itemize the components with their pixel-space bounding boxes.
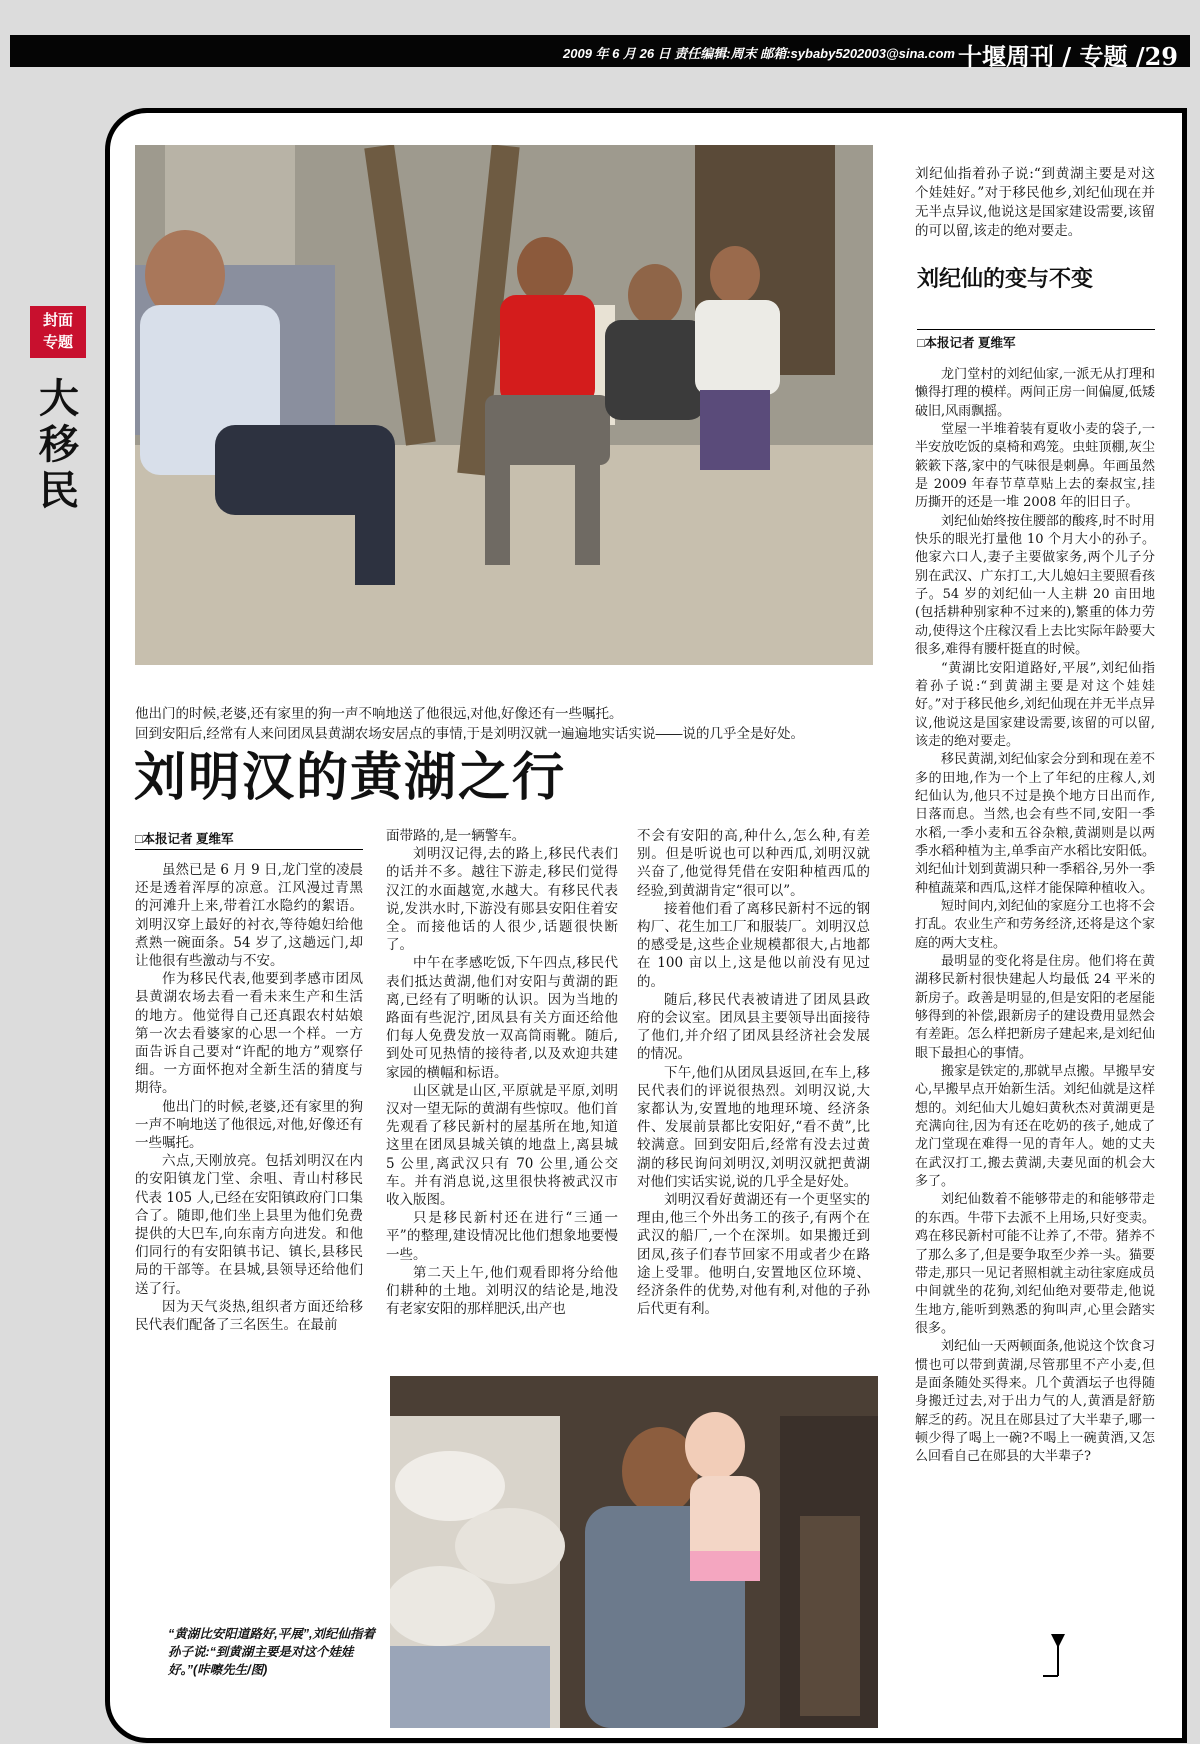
paragraph: 随后,移民代表被请进了团凤县政府的会议室。团凤县主要领导出面接待了他们,并介绍了团凤县经济社会发展的情况。 (637, 991, 870, 1063)
interview-photo (135, 145, 873, 665)
header-brand: 十堰周刊 / 专题 /29 (958, 42, 1178, 71)
pullquote: 刘纪仙指着孙子说:“到黄湖主要是对这个娃娃好。”对于移民他乡,刘纪仙现在并无半点异议,他说这是国家建设需要,该留的可以留,该走的绝对要走。 (915, 166, 1155, 239)
paragraph: 刘纪仙数着不能够带走的和能够带走的东西。牛带下去派不上用场,只好变卖。鸡在移民新村可能不让养了,不带。猪养不了那么多了,但是要争取至少养一头。猫要带走,那只一见记者照相就主动往家庭成员中间就坐的花狗,刘纪仙绝对要带走,他说生地方,能听到熟悉的狗叫声,心里会踏实很多。 (915, 1192, 1155, 1336)
header-info: 2009 年 6 月 26 日 责任编辑:周末 邮箱:sybaby5202003@sina.com (563, 46, 955, 61)
paragraph: 作为移民代表,他要到孝感市团凤县黄湖农场去看一看未来生产和生活的地方。他觉得自己还真跟农村姑娘第一次去看婆家的心思一个样。一方面告诉自己要对“许配的地方”观察仔细。一方面怀抱对全新生活的猜度与期待。 (135, 971, 363, 1097)
top-header-bar (10, 35, 1190, 71)
paragraph: 堂屋一半堆着装有夏收小麦的袋子,一半安放吃饭的桌椅和鸡笼。虫蛀顶棚,灰尘簌簌下落,家中的气味很是刺鼻。年画虽然是 2009 年春节草草贴上去的秦叔宝,挂历撕开的还是一堆 2008 年的旧日子。 (915, 422, 1155, 511)
interview-photo-illustration (135, 145, 873, 665)
paragraph: 最明显的变化将是住房。他们将在黄湖移民新村很快建起人均最低 24 平米的新房子。政善是明显的,但是安阳的老屋能够得到的补偿,跟新房子的建设费用显然会有差距。怎么样把新房子建起来,是刘纪仙眼下最担心的事情。 (915, 954, 1155, 1061)
paragraph: “黄湖比安阳道路好,平展”,刘纪仙指着孙子说:“到黄湖主要是对这个娃娃好。”对于移民他乡,刘纪仙现在并无半点异议,他说这是国家建设需要,该留的可以留,该走的绝对要走。 (915, 660, 1155, 749)
paragraph: 刘明汉看好黄湖还有一个更坚实的理由,他三个外出务工的孩子,有两个在武汉的船厂,一个在深圳。如果搬迁到团凤,孩子们春节回家不用或者少在路途上受罪。他明白,安置地区位环境、经济条件的优势,对他有利,对他的子孙后代更有利。 (637, 1192, 870, 1318)
paragraph: 第二天上午,他们观看即将分给他们耕种的土地。刘明汉的结论是,地没有老家安阳的那样肥沃,出产也 (386, 1264, 618, 1318)
photo2-caption: “黄湖比安阳道路好,平展”,刘纪仙指着孙子说:“到黄湖主要是对这个娃娃好。”(咔嚓先生/图) (168, 1627, 375, 1677)
continuation-arrow-icon (1043, 1634, 1073, 1692)
paragraph: 下午,他们从团凤县返回,在车上,移民代表们的评说很热烈。刘明汉说,大家都认为,安置地的地理环境、经济条件、发展前景都比安阳好,“看不黄”,比较满意。回到安阳后,经常有没去过黄湖的移民询问刘明汉,刘明汉就把黄湖对他们实话实说,说的几乎全是好处。 (637, 1064, 870, 1190)
paragraph: 因为天气炎热,组织者方面还给移民代表们配备了三名医生。在最前 (135, 1298, 363, 1334)
paragraph: 刘明汉记得,去的路上,移民代表们的话并不多。越往下游走,移民们觉得汉江的水面越宽,水越大。有移民代表说,发洪水时,下游没有郧县安阳住着安全。而接他话的人很少,话题很快断了。 (386, 846, 618, 954)
article-column-2 (386, 827, 618, 1332)
paragraph: 接着他们看了离移民新村不远的钢构厂、花生加工厂和服装厂。刘明汉总的感受是,这些企业规模都很大,占地都在 100 亩以上,这是他以前没有见过的。 (637, 900, 870, 990)
paragraph: 中午在孝感吃饭,下午四点,移民代表们抵达黄湖,他们对安阳与黄湖的距离,已经有了明晰的认识。因为当地的路面有些泥泞,团凤县有关方面还给他们每人免费发放一双高筒雨靴。随后,到处可见热情的接待者,以及欢迎共建家园的横幅和标语。 (386, 955, 618, 1081)
lead-line-2: 回到安阳后,经常有人来问团凤县黄湖农场安居点的事情,于是刘明汉就一遍遍地实话实说——说的几乎全是好处。 (135, 726, 804, 741)
paragraph: 山区就是山区,平原就是平原,刘明汉对一望无际的黄湖有些惊叹。他们首先观看了移民新村的屋基所在地,知道这里在团凤县城关镇的地盘上,离县城 5 公里,离武汉只有 70 公里,通公交车。并有消息说,这里很快将被武汉市收入版图。 (386, 1082, 618, 1209)
paragraph: 六点,天刚放亮。包括刘明汉在内的安阳镇龙门堂、余咀、青山村移民代表 105 人,已经在安阳镇政府门口集合了。随即,他们坐上县里为他们免费提供的大巴车,向东南方向进发。和他们同行的有安阳镇书记、镇长,县移民局的干部等。在县城,县领导还给他们送了行。 (135, 1153, 363, 1297)
paragraph: 面带路的,是一辆警车。 (386, 828, 526, 844)
secondary-headline: 刘纪仙的变与不变 (917, 266, 1094, 291)
paragraph: 移民黄湖,刘纪仙家会分到和现在差不多的田地,作为一个上了年纪的庄稼人,刘纪仙认为,他只不过是换个地方日出而作,日落而息。当然,也会有些不同,安阳一季水稻,一季小麦和五谷杂粮,黄湖则是以两季水稻种植为主,单季亩产水稻比安阳低。刘纪仙计划到黄湖只种一季稻谷,另外一季种植蔬菜和西瓜,这样才能保障种植收入。 (915, 752, 1155, 896)
section-title: 大移民 (39, 375, 79, 514)
paragraph: 龙门堂村的刘纪仙家,一派无从打理和懒得打理的模样。两间正房一间偏厦,低矮破旧,风雨飘摇。 (915, 367, 1155, 419)
section-tag: 封面 专题 (30, 306, 86, 358)
paragraph: 短时间内,刘纪仙的家庭分工也将不会打乱。农业生产和劳务经济,还将是这个家庭的两大支柱。 (915, 898, 1155, 951)
grandfather-photo-illustration (390, 1376, 878, 1728)
paragraph: 刘纪仙一天两顿面条,他说这个饮食习惯也可以带到黄湖,尽管那里不产小麦,但是面条随处买得来。几个黄酒坛子也得随身搬迁过去,对于出力气的人,黄酒是舒筋解乏的药。况且在郧县过了大半辈子,哪一顿少得了喝上一碗?不喝上一碗黄酒,又怎么回看自己在郧县的大半辈子? (915, 1339, 1155, 1465)
article-byline: □本报记者 夏维军 (135, 829, 363, 850)
secondary-article-body (915, 366, 1155, 1611)
article-column-3 (637, 827, 870, 1352)
paragraph: 不会有安阳的高,种什么,怎么种,有差别。但是听说也可以种西瓜,刘明汉就兴奋了,他觉得凭借在安阳种植西瓜的经验,到黄湖肯定“很可以”。 (637, 828, 870, 899)
paragraph: 虽然已是 6 月 9 日,龙门堂的凌晨还是透着浑厚的凉意。江风漫过青黑的河滩升上来,带着江水隐约的絮语。刘明汉穿上最好的衬衣,等待媳妇给他煮熟一碗面条。54 岁了,这趟远门,却让他很有些激动与不安。 (135, 862, 363, 970)
paragraph: 他出门的时候,老婆,还有家里的狗一声不响地送了他很远,对他,好像还有一些嘱托。 (135, 1098, 363, 1152)
lead-line-1: 他出门的时候,老婆,还有家里的狗一声不响地送了他很远,对他,好像还有一些嘱托。 (135, 706, 623, 721)
paragraph: 搬家是铁定的,那就早点搬。早搬早安心,早搬早点开始新生活。刘纪仙就是这样想的。刘纪仙大儿媳妇黄秋杰对黄湖更是充满向往,因为有还在吃奶的孩子,她成了龙门堂现在难得一见的青年人。她的丈夫在武汉打工,搬去黄湖,夫妻见面的机会大多了。 (915, 1064, 1155, 1190)
grandfather-photo (390, 1376, 878, 1728)
paragraph: 只是移民新村还在进行“三通一平”的整理,建设情况比他们想象地要慢一些。 (386, 1210, 618, 1263)
secondary-byline: □本报记者 夏维军 (917, 329, 1155, 351)
article-column-1 (135, 861, 363, 1366)
paragraph: 刘纪仙始终按住腰部的酸疼,时不时用快乐的眼光打量他 10 个月大小的孙子。他家六口人,妻子主要做家务,两个儿子分别在武汉、广东打工,大儿媳妇主要照看孩子。54 岁的刘纪仙一人主耕 20 亩田地(包括耕种别家种不过来的),繁重的体力劳动,使得这个庄稼汉看上去比实际年龄要大很多,难得有腰杆挺直的时候。 (915, 513, 1155, 658)
article-headline: 刘明汉的黄湖之行 (134, 747, 567, 808)
